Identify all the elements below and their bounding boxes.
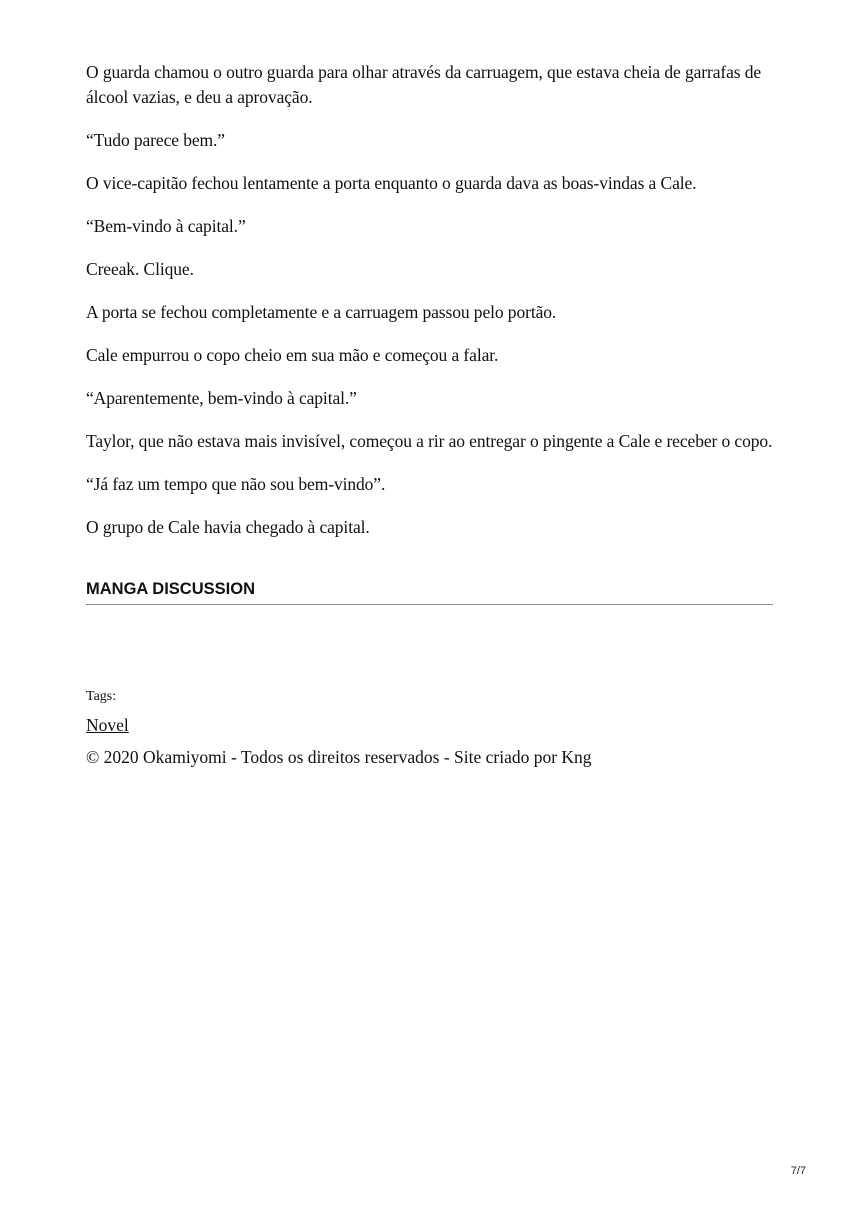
copyright-text: © 2020 Okamiyomi - Todos os direitos reservados - Site criado por Kng — [86, 747, 592, 767]
paragraph: O vice-capitão fechou lentamente a porta enquanto o guarda dava as boas-vindas a Cale. — [86, 173, 697, 193]
story-text — [86, 60, 786, 540]
paragraph: Taylor, que não estava mais invisível, começou a rir ao entregar o pingente a Cale e receber o copo. — [86, 431, 773, 451]
paragraph: “Já faz um tempo que não sou bem-vindo”. — [86, 474, 386, 494]
paragraph: “Tudo parece bem.” — [86, 130, 225, 150]
discussion-heading: MANGA DISCUSSION — [86, 578, 773, 605]
paragraph: Creeak. Clique. — [86, 259, 194, 279]
paragraph: O grupo de Cale havia chegado à capital. — [86, 517, 370, 537]
paragraph: A porta se fechou completamente e a carruagem passou pelo portão. — [86, 302, 557, 322]
paragraph: Cale empurrou o copo cheio em sua mão e começou a falar. — [86, 345, 499, 365]
page-number: 7/7 — [790, 1165, 806, 1177]
paragraph: “Bem-vindo à capital.” — [86, 216, 246, 236]
paragraph: “Aparentemente, bem-vindo à capital.” — [86, 388, 357, 408]
paragraph: O guarda chamou o outro guarda para olhar através da carruagem, que estava cheia de garrafas de álcool vazias, e deu a aprovação. — [86, 62, 762, 107]
document-page — [86, 60, 786, 769]
tags-label: Tags: — [86, 689, 117, 704]
tag-link-novel[interactable]: Novel — [86, 715, 129, 735]
